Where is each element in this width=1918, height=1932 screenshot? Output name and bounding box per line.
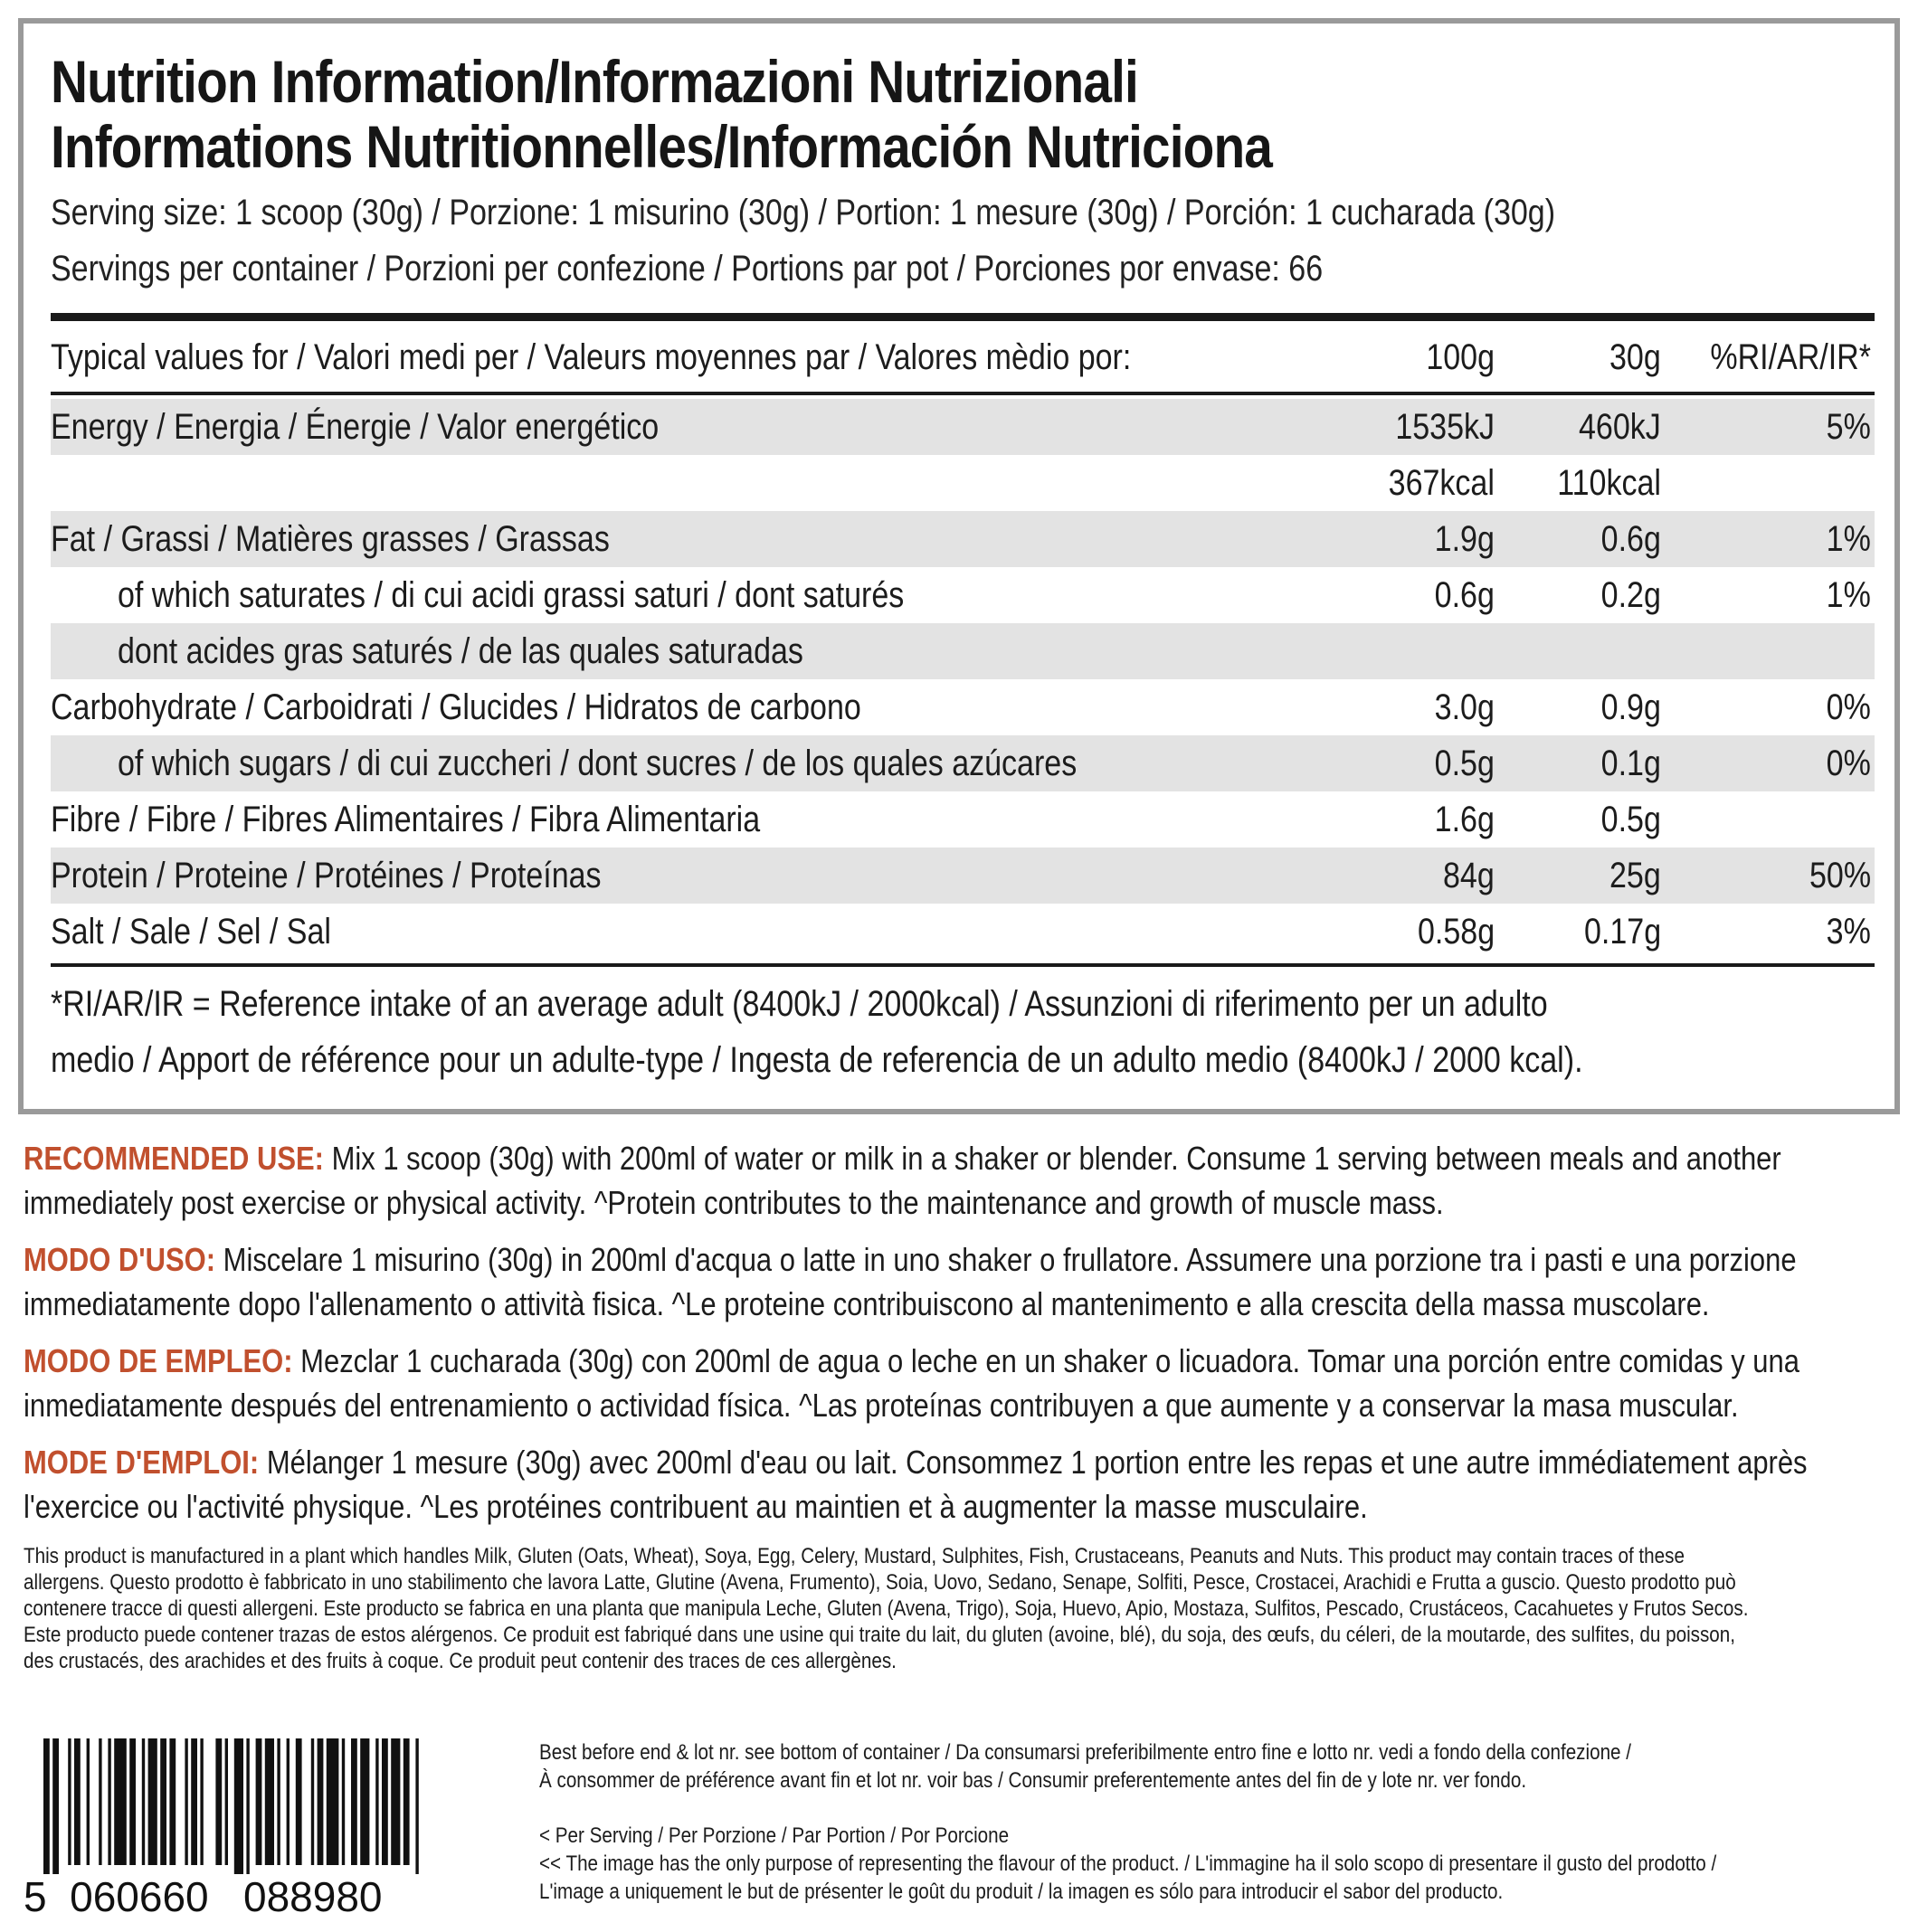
header-col-30g: 30g <box>1609 337 1661 377</box>
ri-footnote-line-1: *RI/AR/IR = Reference intake of an average adult (8400kJ / 2000kcal) / Assunzioni di riferimento per un adulto <box>51 984 1548 1024</box>
header-col-100g: 100g <box>1426 337 1495 377</box>
row-label: of which sugars / di cui zuccheri / dont sucres / de los quales azúcares <box>118 743 1078 783</box>
row-value-100g: 0.6g <box>1434 575 1495 615</box>
table-row <box>51 623 1875 679</box>
barcode <box>24 1738 512 1919</box>
usage-english-label: RECOMMENDED USE: <box>24 1140 324 1177</box>
row-label: Energy / Energia / Énergie / Valor energético <box>51 407 660 447</box>
barcode-bar <box>382 1738 388 1865</box>
table-bottom-rule <box>51 963 1875 967</box>
barcode-bar <box>52 1738 59 1874</box>
row-value-30g: 0.9g <box>1600 687 1661 727</box>
table-row <box>51 399 1875 455</box>
table-header-row <box>51 321 1875 392</box>
barcode-bar <box>311 1738 314 1865</box>
barcode-bar <box>287 1738 290 1865</box>
servings-per-container: Servings per container / Porzioni per confezione / Portions par pot / Porciones por envase: 66 <box>51 249 1324 289</box>
table-top-rule <box>51 313 1875 321</box>
row-label: Fat / Grassi / Matières grasses / Grassas <box>51 519 610 559</box>
row-value-30g: 0.2g <box>1600 575 1661 615</box>
nutrition-panel <box>18 18 1900 1114</box>
barcode-bar <box>318 1738 324 1865</box>
row-value-100g: 3.0g <box>1434 687 1495 727</box>
row-value-30g: 0.5g <box>1600 800 1661 839</box>
barcode-bar <box>191 1738 197 1865</box>
row-value-ri: 3% <box>1826 912 1871 952</box>
usage-french <box>24 1440 1896 1529</box>
row-value-ri: 50% <box>1809 856 1871 895</box>
row-label: Protein / Proteine / Protéines / Proteínas <box>51 856 602 895</box>
row-value-30g: 110kcal <box>1557 463 1661 503</box>
row-value-100g: 0.5g <box>1434 743 1495 783</box>
barcode-bar <box>215 1738 222 1865</box>
notes-gap <box>539 1795 1896 1822</box>
header-col-ri: %RI/AR/IR* <box>1710 337 1871 377</box>
row-label: Salt / Sale / Sel / Sal <box>51 912 331 952</box>
barcode-bar <box>351 1738 357 1865</box>
table-row <box>51 904 1875 960</box>
barcode-bar <box>360 1738 369 1865</box>
barcode-bar <box>234 1738 243 1874</box>
usage-english-line-2: immediately post exercise or physical activity. ^Protein contributes to the maintenance and growth of muscle mass. <box>24 1184 1444 1221</box>
row-value-ri: 1% <box>1826 575 1871 615</box>
table-row <box>51 791 1875 848</box>
allergen-line-3: contenere tracce di questi allergeni. Este producto se fabrica en una planta que manipula Leche, Gluten (Avena, Trigo), Soja, Huevo, Apio, Mostaza, Sulfitos, Pescado, Crustáceos, Cacahuetes y Frutos Secos. <box>24 1596 1749 1621</box>
barcode-bar <box>246 1738 249 1874</box>
panel-title-line-2: Informations Nutritionnelles/Información Nutriciona <box>51 113 1273 180</box>
row-value-30g: 0.17g <box>1583 912 1661 952</box>
usage-spanish-line-1 <box>24 1339 1799 1383</box>
barcode-digits: 5 060660 088980 <box>24 1873 383 1920</box>
allergen-line-4: Este producto puede contener trazas de estos alérgenos. Ce produit est fabriqué dans une usine qui traite du lait, du gluten (avoine, blé), du soja, des œufs, du céleri, de la moutarde, des sulfites, du poisson, <box>24 1623 1735 1647</box>
usage-english-line-1 <box>24 1136 1781 1180</box>
barcode-bar <box>129 1738 136 1865</box>
row-value-30g: 25g <box>1609 856 1661 895</box>
row-label: Fibre / Fibre / Fibres Alimentaires / Fibra Alimentaria <box>51 800 761 839</box>
row-value-30g: 460kJ <box>1579 407 1661 447</box>
row-value-30g: 0.1g <box>1600 743 1661 783</box>
row-value-ri: 0% <box>1826 743 1871 783</box>
barcode-bar <box>114 1738 127 1865</box>
allergen-line-2: allergens. Questo prodotto è fabbricato in uno stabilimento che lavora Latte, Glutine (Avena, Frumento), Soia, Uovo, Sedano, Senape, Solfiti, Pesce, Crostacei, Arachidi e Frutta a guscio. Questo prodotto può <box>24 1570 1736 1595</box>
usage-french-label: MODE D'EMPLOI: <box>24 1444 260 1481</box>
row-value-100g: 1535kJ <box>1395 407 1495 447</box>
table-row <box>51 567 1875 623</box>
usage-french-line-2: l'exercice ou l'activité physique. ^Les protéines contribuent au maintien et à augmenter la masse musculaire. <box>24 1488 1368 1525</box>
best-before-line-2: À consommer de préférence avant fin et lot nr. voir bas / Consumir preferentemente antes del fin de y lote nr. ver fondo. <box>539 1768 1527 1793</box>
row-value-ri: 5% <box>1826 407 1871 447</box>
usage-spanish-text-1: Mezclar 1 cucharada (30g) con 200ml de agua o leche en un shaker o licuadora. Tomar una porción entre comidas y una <box>300 1342 1799 1379</box>
row-value-100g: 1.6g <box>1434 800 1495 839</box>
usage-english <box>24 1136 1896 1225</box>
barcode-bar <box>415 1738 418 1874</box>
barcode-bar <box>185 1738 187 1865</box>
barcode-bar <box>108 1738 110 1865</box>
usage-english-text-1: Mix 1 scoop (30g) with 200ml of water or milk in a shaker or blender. Consume 1 serving between meals and another <box>331 1140 1781 1177</box>
table-row <box>51 735 1875 791</box>
barcode-bar <box>296 1738 302 1865</box>
table-row <box>51 679 1875 735</box>
allergen-line-5: des crustacés, des arachides et des fruits à coque. Ce produit peut contenir des traces de ces allergènes. <box>24 1649 897 1673</box>
allergen-line-1: This product is manufactured in a plant which handles Milk, Gluten (Oats, Wheat), Soya, Egg, Celery, Mustard, Sulphites, Fish, Crustaceans, Peanuts and Nuts. This product may contain traces of these <box>24 1544 1685 1568</box>
usage-section <box>24 1136 1896 1541</box>
barcode-bar <box>68 1738 71 1865</box>
per-serving-note: < Per Serving / Per Porzione / Par Portion / Por Porcione <box>539 1823 1010 1848</box>
row-value-ri: 0% <box>1826 687 1871 727</box>
barcode-bar <box>342 1738 345 1865</box>
usage-italian-label: MODO D'USO: <box>24 1241 216 1278</box>
barcode-bar <box>375 1738 378 1865</box>
image-note-line-2: L'image a uniquement le but de présenter le goût du produit / la imagen es sólo para introducir el sabor del producto. <box>539 1880 1504 1904</box>
row-value-100g: 1.9g <box>1434 519 1495 559</box>
barcode-bar <box>256 1738 262 1865</box>
barcode-bar <box>142 1738 145 1865</box>
barcode-bar <box>391 1738 400 1865</box>
barcode-bar <box>87 1738 90 1865</box>
barcode-bars <box>24 1738 512 1874</box>
image-note-line-1: << The image has the only purpose of representing the flavour of the product. / L'immagine ha il solo scopo di presentare il gusto del prodotto / <box>539 1852 1717 1876</box>
best-before-line-1: Best before end & lot nr. see bottom of container / Da consumarsi preferibilmente entro fine e lotto nr. vedi a fondo della confezione / <box>539 1740 1631 1765</box>
usage-spanish <box>24 1339 1896 1427</box>
barcode-bar <box>200 1738 203 1865</box>
barcode-bar <box>327 1738 339 1865</box>
barcode-bar <box>99 1738 101 1865</box>
barcode-bar <box>74 1738 81 1865</box>
barcode-bar <box>265 1738 274 1865</box>
barcode-bar <box>43 1738 50 1874</box>
barcode-bar <box>148 1738 157 1865</box>
nutrition-panel-content <box>51 49 1875 1088</box>
table-row <box>51 511 1875 567</box>
allergen-statement <box>24 1543 1896 1674</box>
barcode-bar <box>160 1738 166 1865</box>
serving-size: Serving size: 1 scoop (30g) / Porzione: 1 misurino (30g) / Portion: 1 mesure (30g) / Porción: 1 cucharada (30g) <box>51 193 1556 232</box>
barcode-bar <box>225 1738 228 1865</box>
table-row <box>51 848 1875 904</box>
usage-french-text-1: Mélanger 1 mesure (30g) avec 200ml d'eau ou lait. Consommez 1 portion entre les repas et une autre immédiatement après <box>266 1444 1808 1481</box>
row-value-30g: 0.6g <box>1600 519 1661 559</box>
ri-footnote-line-2: medio / Apport de référence pour un adulte-type / Ingesta de referencia de un adulto medio (8400kJ / 2000 kcal). <box>51 1040 1583 1080</box>
barcode-bar <box>169 1738 176 1865</box>
usage-french-line-1 <box>24 1440 1808 1484</box>
panel-title-line-1: Nutrition Information/Informazioni Nutrizionali <box>51 48 1138 115</box>
header-label: Typical values for / Valori medi per / Valeurs moyennes par / Valores mèdio por: <box>51 337 1132 377</box>
usage-italian <box>24 1237 1896 1326</box>
row-value-100g: 0.58g <box>1417 912 1495 952</box>
table-row <box>51 455 1875 511</box>
usage-italian-text-1: Miscelare 1 misurino (30g) in 200ml d'acqua o latte in uno shaker o frullatore. Assumere una porzione tra i pasti e una porzione <box>223 1241 1797 1278</box>
row-value-100g: 84g <box>1443 856 1495 895</box>
row-label: Carbohydrate / Carboidrati / Glucides / Hidratos de carbono <box>51 687 861 727</box>
usage-spanish-line-2: inmediatamente después del entrenamiento o actividad física. ^Las proteínas contribuyen a que aumente y a conservar la masa muscular. <box>24 1387 1739 1424</box>
usage-spanish-label: MODO DE EMPLEO: <box>24 1342 293 1379</box>
row-label: of which saturates / di cui acidi grassi saturi / dont saturés <box>118 575 905 615</box>
barcode-bar <box>404 1738 410 1865</box>
usage-italian-line-1 <box>24 1237 1797 1282</box>
row-value-ri: 1% <box>1826 519 1871 559</box>
usage-italian-line-2: immediatamente dopo l'allenamento o attività fisica. ^Le proteine contribuiscono al mantenimento e alla crescita della massa muscolare. <box>24 1285 1710 1322</box>
row-value-100g: 367kcal <box>1388 463 1495 503</box>
barcode-bar <box>277 1738 280 1865</box>
row-label: dont acides gras saturés / de las quales saturadas <box>118 631 803 671</box>
notes-section <box>539 1738 1896 1906</box>
